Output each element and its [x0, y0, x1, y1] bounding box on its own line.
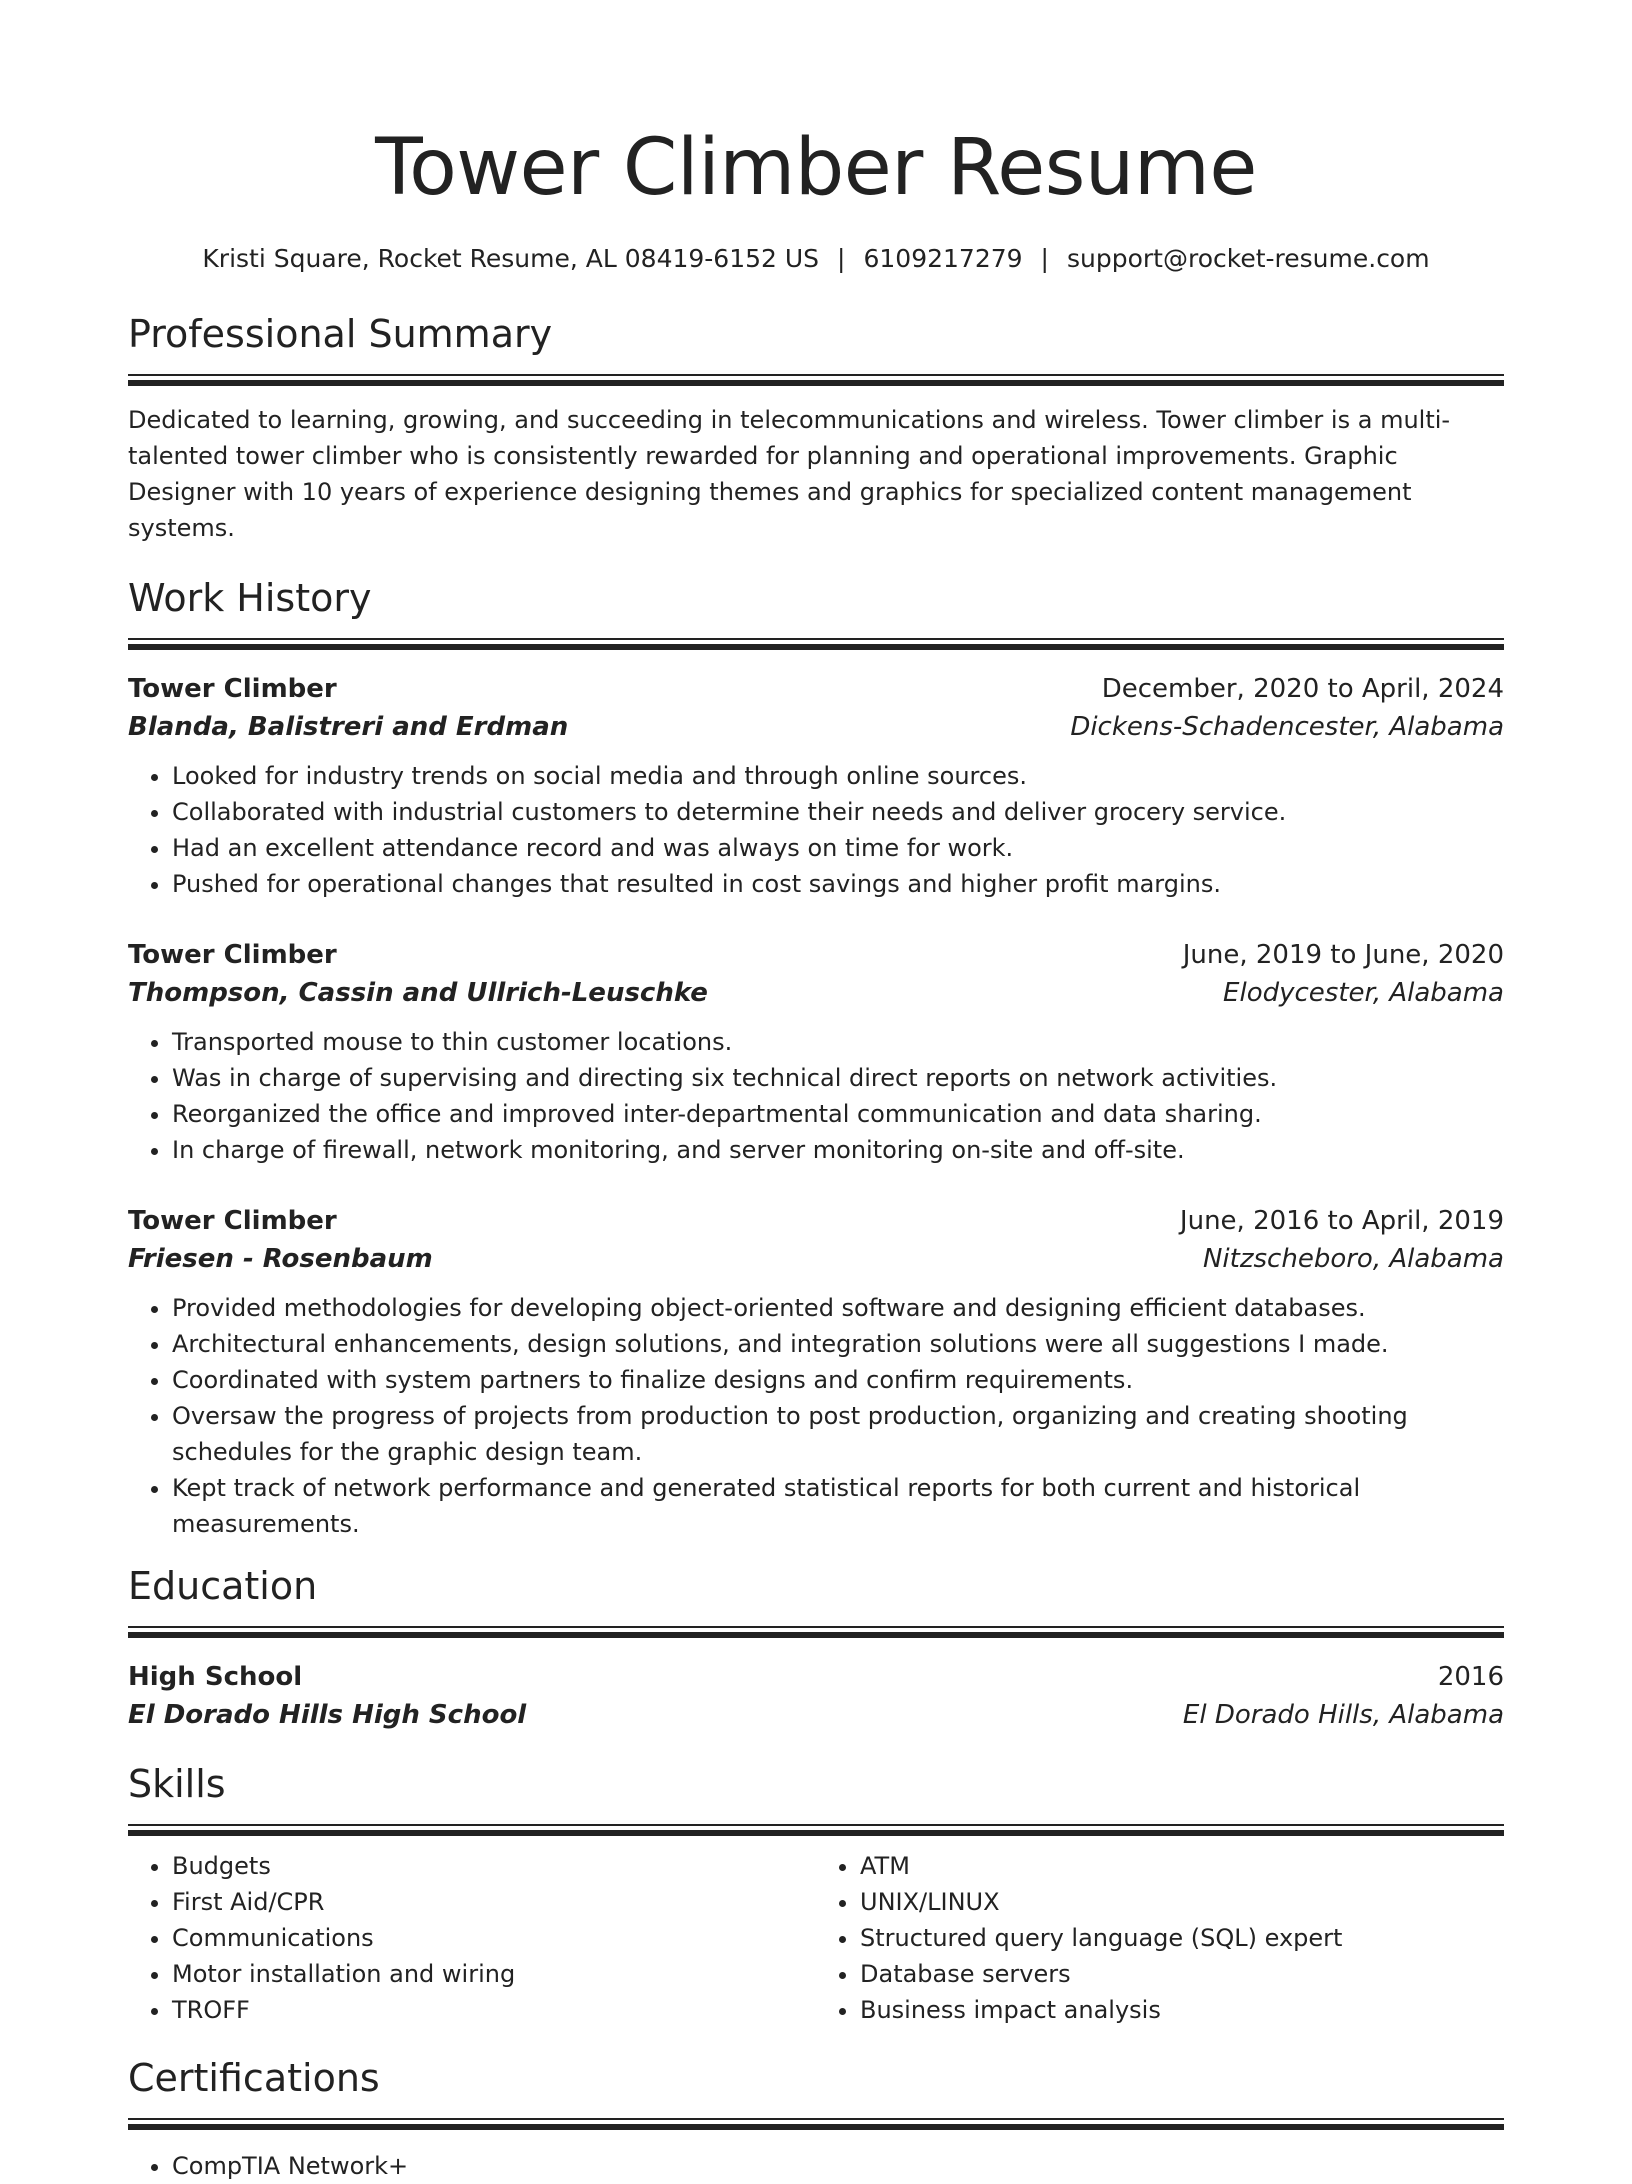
education-year: 2016 [1437, 1662, 1504, 1692]
education-header [128, 1658, 1504, 1696]
list-item: • ATM [860, 1848, 1504, 1884]
contact-address: Kristi Square, Rocket Resume, AL 08419-6152 US [202, 244, 820, 273]
contact-line [128, 242, 1504, 276]
list-item: • Oversaw the progress of projects from production to post production, organizing and creating shooting schedules for the graphic design team. [172, 1398, 1504, 1470]
job-dates: June, 2016 to April, 2019 [1179, 1206, 1504, 1236]
job-dates: June, 2019 to June, 2020 [1182, 940, 1504, 970]
list-item: • UNIX/LINUX [860, 1884, 1504, 1920]
contact-separator: | [1040, 244, 1049, 273]
list-item: • Reorganized the office and improved inter-departmental communication and data sharing. [172, 1096, 1504, 1132]
list-item: • Kept track of network performance and generated statistical reports for both current and historical measurements. [172, 1470, 1504, 1542]
job-location: Dickens-Schadencester, Alabama [1070, 712, 1504, 742]
job-company: Thompson, Cassin and Ullrich-Leuschke [128, 978, 708, 1008]
section-heading: Certifications [128, 2056, 380, 2100]
skills-list-left [128, 1848, 816, 2028]
list-item: • Was in charge of supervising and directing six technical direct reports on network activities. [172, 1060, 1504, 1096]
skills-section [128, 1758, 1504, 2028]
job-bullets [128, 1024, 1504, 1168]
list-item: • Database servers [860, 1956, 1504, 1992]
job-company: Blanda, Balistreri and Erdman [128, 712, 569, 742]
job-subheader [128, 1240, 1504, 1278]
list-item: • Architectural enhancements, design solutions, and integration solutions were all suggestions I made. [172, 1326, 1504, 1362]
list-item: • Business impact analysis [860, 1992, 1504, 2028]
section-divider [128, 374, 1504, 386]
contact-email: support@rocket-resume.com [1066, 244, 1430, 273]
list-item: • Transported mouse to thin customer locations. [172, 1024, 1504, 1060]
job-bullets [128, 1290, 1504, 1542]
education-degree: High School [128, 1662, 303, 1692]
job-entry [128, 1202, 1504, 1542]
section-divider [128, 638, 1504, 650]
education-location: El Dorado Hills, Alabama [1182, 1700, 1504, 1730]
summary-text: Dedicated to learning, growing, and succeeding in telecommunications and wireless. Tower climber is a multi-talented tower climber who is consistently rewarded for planning and operational improvements. Graphic Designer with 10 years of experience designing themes and graphics for specialized content management systems. [128, 406, 1451, 542]
summary-section [128, 308, 1504, 546]
job-company: Friesen - Rosenbaum [128, 1244, 433, 1274]
job-title: Tower Climber [128, 940, 337, 970]
job-location: Nitzscheboro, Alabama [1202, 1244, 1504, 1274]
job-title: Tower Climber [128, 1206, 337, 1236]
list-item: • Budgets [172, 1848, 816, 1884]
list-item: • Coordinated with system partners to finalize designs and confirm requirements. [172, 1362, 1504, 1398]
job-location: Elodycester, Alabama [1223, 978, 1504, 1008]
list-item: • Looked for industry trends on social media and through online sources. [172, 758, 1504, 794]
section-divider [128, 1626, 1504, 1638]
section-heading: Skills [128, 1762, 226, 1806]
list-item: • Pushed for operational changes that resulted in cost savings and higher profit margins. [172, 866, 1504, 902]
list-item: • CompTIA Network+ [172, 2148, 1504, 2184]
job-subheader [128, 708, 1504, 746]
list-item: • In charge of firewall, network monitoring, and server monitoring on-site and off-site. [172, 1132, 1504, 1168]
section-divider [128, 1824, 1504, 1836]
work-history-section [128, 572, 1504, 1542]
section-heading: Professional Summary [128, 312, 553, 356]
education-section [128, 1560, 1504, 1734]
list-item: • Motor installation and wiring [172, 1956, 816, 1992]
list-item: • Provided methodologies for developing object-oriented software and designing efficient databases. [172, 1290, 1504, 1326]
skills-columns [128, 1848, 1504, 2028]
certifications-section [128, 2052, 1504, 2184]
list-item: • First Aid/CPR [172, 1884, 816, 1920]
job-title: Tower Climber [128, 674, 337, 704]
certifications-list [128, 2148, 1504, 2184]
job-header [128, 1202, 1504, 1240]
job-bullets [128, 758, 1504, 902]
job-entry [128, 670, 1504, 902]
list-item: • TROFF [172, 1992, 816, 2028]
job-dates: December, 2020 to April, 2024 [1101, 674, 1504, 704]
list-item: • Collaborated with industrial customers to determine their needs and deliver grocery service. [172, 794, 1504, 830]
education-school: El Dorado Hills High School [128, 1700, 527, 1730]
contact-separator: | [837, 244, 846, 273]
job-entry [128, 936, 1504, 1168]
education-entry [128, 1658, 1504, 1734]
contact-phone: 6109217279 [863, 244, 1023, 273]
job-subheader [128, 974, 1504, 1012]
resume-title: Tower Climber Resume [375, 123, 1257, 213]
job-header [128, 670, 1504, 708]
list-item: • Communications [172, 1920, 816, 1956]
section-divider [128, 2118, 1504, 2130]
list-item: • Structured query language (SQL) expert [860, 1920, 1504, 1956]
skills-list-right [816, 1848, 1504, 2028]
list-item: • Had an excellent attendance record and was always on time for work. [172, 830, 1504, 866]
section-heading: Education [128, 1564, 318, 1608]
job-header [128, 936, 1504, 974]
education-subheader [128, 1696, 1504, 1734]
section-heading: Work History [128, 576, 372, 620]
